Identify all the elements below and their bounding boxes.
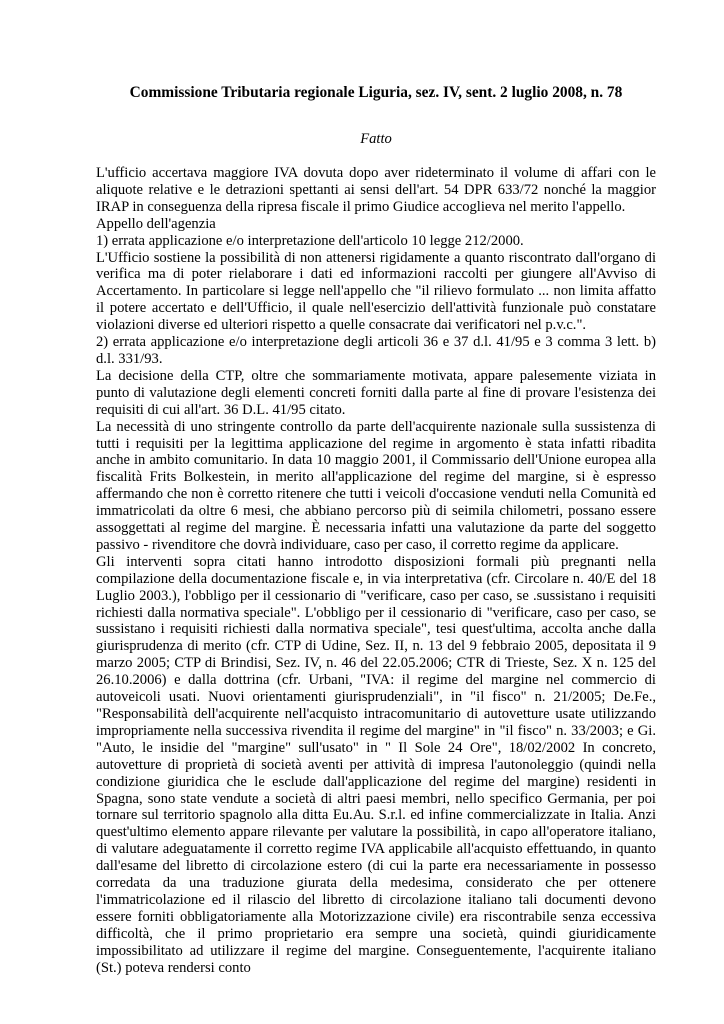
paragraph: La necessità di uno stringente controllo da parte dell'acquirente nazionale sulla sussistenza di tutti i requisiti per la legittima applicazione del regime in argomento è stata infatti ribadita anche in ambito comunitario. In data 10 maggio 2001, il Commissario dell'Unione europea alla fiscalità Frits Bolkestein, in merito all'applicazione del regime del margine, si è espresso affermando che non è corretto ritenere che tutti i veicoli d'occasione venduti nella Comunità ed immatricolati da oltre 6 mesi, che abbiano percorso più di seimila chilometri, possano essere assoggettati al regime del margine. È necessaria infatti una valutazione da parte del soggetto passivo - rivenditore che dovrà individuare, caso per caso, il corretto regime da applicare. bbox=[96, 418, 656, 553]
document-body bbox=[96, 165, 656, 977]
paragraph: 1) errata applicazione e/o interpretazione dell'articolo 10 legge 212/2000. bbox=[96, 232, 524, 249]
document-page bbox=[96, 84, 656, 977]
document-title: Commissione Tributaria regionale Liguria, sez. IV, sent. 2 luglio 2008, n. 78 bbox=[129, 84, 623, 101]
section-heading: Fatto bbox=[360, 131, 392, 147]
paragraph: Appello dell'agenzia bbox=[96, 215, 216, 232]
paragraph: L'Ufficio sostiene la possibilità di non attenersi rigidamente a quanto riscontrato dall'organo di verifica ma di poter rielaborare i dati ed informazioni raccolti per giungere all'Avviso di Accertamento. In particolare si legge nell'appello che "il rilievo formulato ... non limita affatto il potere accertato e dell'Ufficio, il quale nell'esercizio dell'attività funzionale può constatare violazioni diverse ed ulteriori rispetto a quelle consacrate dai verificatori nel p.v.c.". bbox=[96, 249, 656, 334]
paragraph: Gli interventi sopra citati hanno introdotto disposizioni formali più pregnanti nella compilazione della documentazione fiscale e, in via interpretativa (cfr. Circolare n. 40/E del 18 Luglio 2003.), l'obbligo per il cessionario di "verificare, caso per caso, se .sussistano i requisiti richiesti dalla normativa speciale". L'obbligo per il cessionario di "verificare, caso per caso, se sussistano i requisiti richiesti dalla normativa speciale", tesi quest'ultima, accolta anche dalla giurisprudenza di merito (cfr. CTP di Udine, Sez. II, n. 13 del 9 febbraio 2005, depositata il 9 marzo 2005; CTP di Brindisi, Sez. IV, n. 46 del 22.05.2006; CTR di Trieste, Sez. X n. 125 del 26.10.2006) e dalla dottrina (cfr. Urbani, "IVA: il regime del margine nel commercio di autoveicoli usati. Nuovi orientamenti giurisprudenziali", in "il fisco" n. 21/2005; De.Fe., "Responsabilità dell'acquirente nell'acquisto intracomunitario di autovetture usate utilizzando impropriamente nella successiva rivendita il regime del margine" in "il fisco" n. 33/2003; e Gi. "Auto, le insidie del "margine" sull'usato" in " Il Sole 24 Ore", 18/02/2002 In concreto, autovetture di proprietà di società aventi per attività di impresa l'autonoleggio (quindi nella condizione giuridica che le esclude dall'applicazione del regime del margine) residenti in Spagna, sono state vendute a società di altri paesi membri, nello specifico Germania, per poi tornare sul territorio spagnolo alla ditta Eu.Au. S.r.l. ed infine commercializzate in Italia. Anzi quest'ultimo elemento appare rilevante per valutare la possibilità, in capo all'operatore italiano, di valutare adeguatamente il corretto regime IVA applicabile all'acquisto effettuando, in quanto dall'esame del libretto di circolazione estero (di cui la parte era necessariamente in possesso corredata da una traduzione giurata della medesima, considerato che per ottenere l'immatricolazione ed il rilascio del libretto di circolazione italiano tali documenti devono essere forniti obbligatoriamente alla Motorizzazione civile) era riscontrabile senza eccessiva difficoltà, che il primo proprietario era sempre una società, quindi giuridicamente impossibilitato ad utilizzare il regime del margine. Conseguentemente, l'acquirente italiano (St.) poteva rendersi conto bbox=[96, 553, 656, 976]
paragraph: 2) errata applicazione e/o interpretazione degli articoli 36 e 37 d.l. 41/95 e 3 comma 3 lett. b) d.l. 331/93. bbox=[96, 334, 656, 367]
paragraph: L'ufficio accertava maggiore IVA dovuta dopo aver rideterminato il volume di affari con le aliquote relative e le detrazioni spettanti ai sensi dell'art. 54 DPR 633/72 nonché la maggior IRAP in conseguenza della ripresa fiscale il primo Giudice accoglieva nel merito l'appello. bbox=[96, 165, 656, 215]
paragraph: La decisione della CTP, oltre che sommariamente motivata, appare palesemente viziata in punto di valutazione degli elementi concreti forniti dalla parte al fine di provare l'esistenza dei requisiti di cui all'art. 36 D.L. 41/95 citato. bbox=[96, 367, 656, 418]
